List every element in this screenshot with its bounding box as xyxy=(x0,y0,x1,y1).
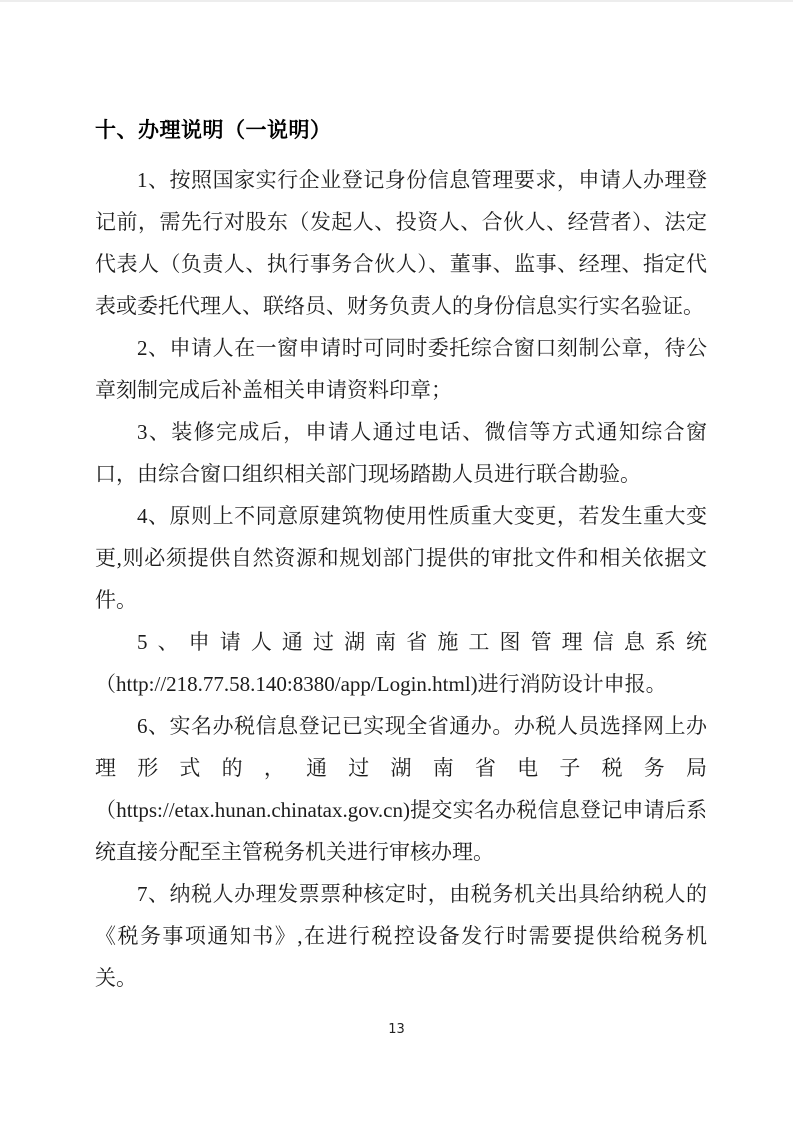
paragraph-6 xyxy=(95,705,707,873)
paragraph-5-text-after: 进行消防设计申报。 xyxy=(477,672,667,696)
document-content xyxy=(95,114,707,999)
paragraph-1: 1、按照国家实行企业登记身份信息管理要求，申请人办理登记前，需先行对股东（发起人、投资人、合伙人、经营者）、法定代表人（负责人、执行事务合伙人）、董事、监事、经理、指定代表或委托代理人、联络员、财务负责人的身份信息实行实名验证。 xyxy=(95,168,707,318)
paragraph-6-text-after: 提交实名办税信息登记申请后系统直接分配至主管税务机关进行审核办理。 xyxy=(95,798,707,864)
paragraph-7: 7、纳税人办理发票票种核定时，由税务机关出具给纳税人的《税务事项通知书》,在进行税控设备发行时需要提供给税务机关。 xyxy=(95,882,707,990)
section-title: 十、办理说明（一说明） xyxy=(95,118,332,142)
paragraph-4: 4、原则上不同意原建筑物使用性质重大变更，若发生重大变更,则必须提供自然资源和规划部门提供的审批文件和相关依据文件。 xyxy=(95,504,707,612)
paragraph-6-text: 6、实名办税信息登记已实现全省通办。办税人员选择网上办理形式的，通过湖南省电子税务局 xyxy=(95,714,707,780)
etax-url: （https://etax.hunan.chinatax.gov.cn) xyxy=(95,798,410,822)
paragraph-2: 2、申请人在一窗申请时可同时委托综合窗口刻制公章，待公章刻制完成后补盖相关申请资料印章； xyxy=(95,336,707,402)
paragraph-5 xyxy=(95,621,707,705)
page-number: 13 xyxy=(388,1022,405,1037)
page-top-edge xyxy=(0,0,793,2)
paragraph-3: 3、装修完成后，申请人通过电话、微信等方式通知综合窗口，由综合窗口组织相关部门现场踏勘人员进行联合勘验。 xyxy=(95,420,707,486)
paragraph-5-text: 5、申请人通过湖南省施工图管理信息系统 xyxy=(137,630,707,654)
construction-system-url: （http://218.77.58.140:8380/app/Login.html) xyxy=(95,672,478,696)
